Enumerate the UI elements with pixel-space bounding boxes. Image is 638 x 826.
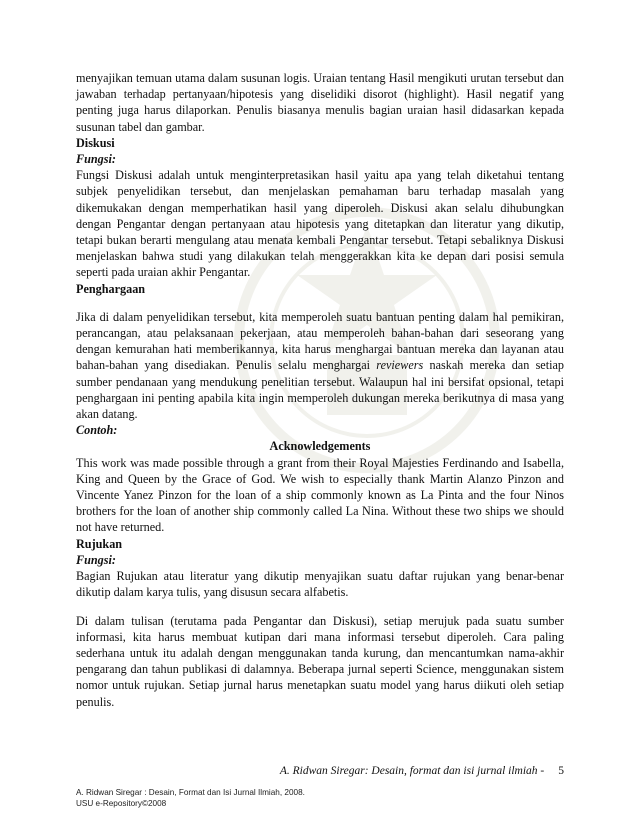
penghargaan-heading: Penghargaan xyxy=(76,281,146,296)
acknowledgements-paragraph: This work was made possible through a grant from their Royal Majesties Ferdinando and Isabella, King and Queen by the Grace of God. We wish to especially thank Martin Alanzo Pinzon and Vincente Yanez Pinzon for the loan of a ship commonly known as La Pinta and the four Ninos brothers for the loan of another ship commonly called La Nina. Without these two ships we should not have returned. xyxy=(76,455,564,535)
penghargaan-paragraph xyxy=(76,309,564,422)
rujukan-paragraph-2: Di dalam tulisan (terutama pada Pengantar dan Diskusi), setiap merujuk pada suatu sumber informasi, kita harus membuat kutipan dari mana informasi tersebut diperoleh. Cara paling sederhana untuk itu adalah dengan menggunakan tanda kurung, dan mencantumkan nama-akhir pengarang dan tahun publikasi di dalamnya. Beberapa jurnal seperti Science, menggunakan sistem nomor untuk rujukan. Setiap jurnal harus menetapkan suatu model yang harus diikuti oleh setiap penulis. xyxy=(76,613,564,709)
repository-citation: A. Ridwan Siregar : Desain, Format dan Isi Jurnal Ilmiah, 2008. xyxy=(76,788,305,797)
intro-paragraph: menyajikan temuan utama dalam susunan logis. Uraian tentang Hasil mengikuti urutan tersebut dan jawaban terhadap pertanyaan/hipotesis yang diselidiki disorot (highlight). Hasil negatif yang penting juga harus dilaporkan. Penulis biasanya menulis bagian uraian hasil didasarkan kepada susunan tabel dan gambar. xyxy=(76,71,564,134)
diskusi-fungsi-label: Fungsi: xyxy=(76,152,116,167)
acknowledgements-title: Acknowledgements xyxy=(269,439,371,454)
page-content xyxy=(76,70,564,710)
rujukan-fungsi-label: Fungsi: xyxy=(76,552,116,567)
contoh-label: Contoh: xyxy=(76,423,118,438)
page-number: 5 xyxy=(558,765,564,777)
rujukan-heading: Rujukan xyxy=(76,536,123,551)
penghargaan-text-before: Jika di dalam penyelidikan tersebut, kita memperoleh suatu bantuan penting dalam hal pemikiran, perancangan, atau pelaksanaan pekerjaan, atau memperoleh bahan-bahan dari seseorang yang dengan kemurahan hati memberikannya, kita harus menghargai bantuan mereka dan layanan atau bahan-bahan yang disediakan. Penulis selalu menghargai xyxy=(76,309,564,373)
rujukan-paragraph-1: Bagian Rujukan atau literatur yang dikutip menyajikan suatu daftar rujukan yang benar-benar dikutip dalam karya tulis, yang disusun secara alfabetis. xyxy=(76,569,564,600)
penghargaan-text-after: naskah mereka dan setiap sumber pendanaan yang mendukung penelitian tersebut. Walaupun hal ini bersifat opsional, tetapi penghargaan ini penting apabila kita ingin memperoleh dukungan mereka berikutnya di masa yang akan datang. xyxy=(76,358,564,422)
repository-note xyxy=(76,787,305,809)
reviewers-term: reviewers xyxy=(376,358,424,373)
diskusi-heading: Diskusi xyxy=(76,135,115,150)
diskusi-paragraph: Fungsi Diskusi adalah untuk menginterpretasikan hasil yaitu apa yang telah diketahui tentang subjek penyelidikan tersebut, dan menjelaskan pemahaman baru terhadap masalah yang dikemukakan dengan memperhatikan hasil yang diperoleh. Diskusi akan selalu dihubungkan dengan Pengantar dengan pertanyaan atau hipotesis yang ditetapkan dan literatur yang dikutip, tetapi bukan berarti mengulang atau menata kembali Pengantar tersebut. Tetapi sebaliknya Diskusi menjelaskan bahwa studi yang dilakukan telah menggerakkan kita ke depan dari posisi semula seperti pada uraian akhir Pengantar. xyxy=(76,168,564,280)
running-footer xyxy=(76,765,564,781)
running-footer-text: A. Ridwan Siregar: Desain, format dan isi jurnal ilmiah - xyxy=(279,765,545,777)
repository-copyright: USU e-Repository©2008 xyxy=(76,799,167,808)
